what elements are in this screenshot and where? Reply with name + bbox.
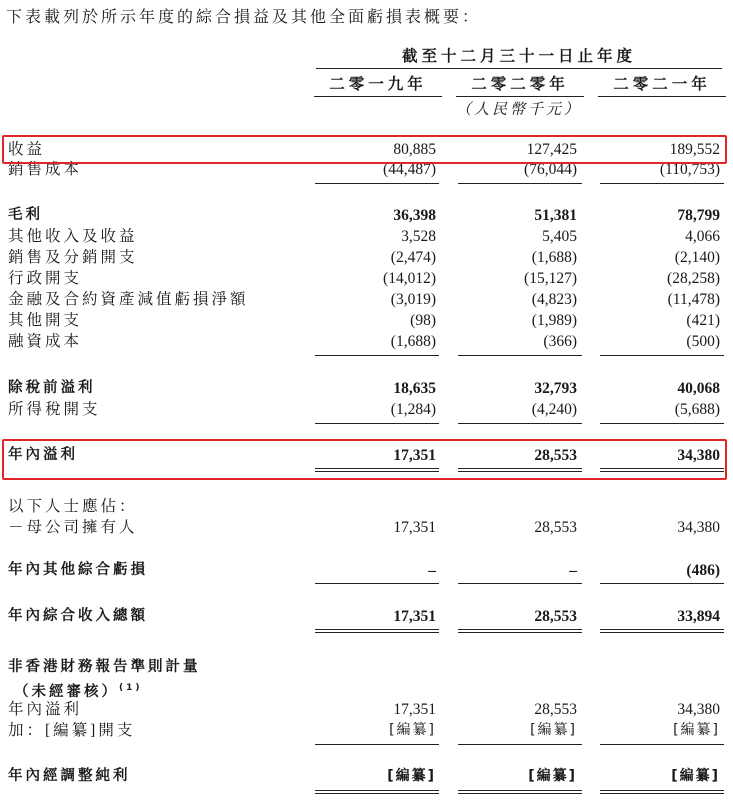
highlight-box-profit-for-year [2,439,727,480]
value-2021: 40,068 [677,380,720,397]
row-gross-profit [0,205,733,226]
row-total-comprehensive-income [0,606,733,627]
value-2021: [編纂] [671,768,720,784]
value-2019: 3,528 [401,228,436,245]
value-2020: [編纂] [530,722,577,738]
value-2020: 32,793 [534,380,577,397]
value-2019: (44,487) [383,161,436,178]
row-label: 除稅前溢利 [8,380,96,396]
row-finance-costs [0,331,733,352]
value-2019: 36,398 [393,207,436,224]
subtotal-rule [315,423,439,424]
row-label: 收益 [8,141,46,158]
row-label: 銷售成本 [8,161,83,178]
total-double-rule [600,790,724,791]
row-label: 所得稅開支 [8,401,101,418]
subtotal-rule [600,583,724,584]
value-2019: (1,284) [390,401,436,418]
subtotal-rule [458,583,582,584]
value-2020: 5,405 [542,228,577,245]
row-non-hkfrs-sub [0,678,733,699]
value-2021: (11,478) [667,291,720,308]
row-label: 加：[編纂]開支 [8,722,136,739]
highlight-box-revenue [2,135,727,164]
value-2021: (110,753) [659,161,720,178]
row-adjusted-net-profit [0,766,733,787]
total-double-rule [315,632,439,633]
total-double-rule [458,790,582,791]
value-2019: – [428,562,436,579]
value-2019: [編纂] [387,768,436,784]
value-2021: 189,552 [669,141,720,158]
value-2019: 17,351 [393,608,436,625]
subtotal-rule [458,355,582,356]
value-2020: – [569,562,577,579]
value-2021: [編纂] [673,722,720,738]
row-label: 年內溢利 [8,701,83,718]
value-2020: (366) [543,333,577,350]
value-2021: 4,066 [685,228,720,245]
row-income-tax [0,399,733,420]
unit-label: （人民幣千元） [455,102,582,118]
row-attributable-to [0,496,733,517]
value-2021: 34,380 [677,519,720,536]
subtotal-rule [315,355,439,356]
footnote-marker: (1) [119,683,143,693]
value-2020: [編纂] [528,768,577,784]
value-2021: (486) [686,562,720,579]
total-double-rule [458,629,582,630]
subtotal-rule [600,355,724,356]
row-non-hkfrs-title [0,657,733,678]
row-admin-expenses [0,268,733,289]
value-2021: (28,258) [667,270,720,287]
value-2021: 33,894 [677,608,720,625]
value-2020: 51,381 [534,207,577,224]
value-2020: 28,553 [534,447,577,464]
value-2021: 78,799 [677,207,720,224]
subtotal-rule [600,423,724,424]
row-label: 金融及合約資產減值虧損淨額 [8,291,249,308]
value-2020: (4,240) [531,401,577,418]
value-2020: (1,688) [531,249,577,266]
value-2021: (2,140) [674,249,720,266]
value-2020: (76,044) [524,161,577,178]
value-2021: 34,380 [677,447,720,464]
subtotal-rule [315,744,439,745]
row-label: 非香港財務報告準則計量 [8,659,201,675]
row-label: 行政開支 [8,270,83,287]
row-label: 其他開支 [8,312,83,329]
year-header-2019: 二零一九年 [314,72,442,97]
value-2019: (98) [410,312,436,329]
value-2019: 18,635 [393,380,436,397]
value-2020: (15,127) [524,270,577,287]
row-selling-expenses [0,247,733,268]
value-2019: 80,885 [393,141,436,158]
value-2019: (3,019) [390,291,436,308]
value-2019: 17,351 [393,447,436,464]
row-label: 融資成本 [8,333,83,350]
value-2020: 28,553 [534,608,577,625]
row-label: 年內經調整純利 [8,768,131,784]
total-double-rule [315,629,439,630]
value-2020: 28,553 [534,701,577,718]
value-2020: 127,425 [526,141,577,158]
total-double-rule [315,790,439,791]
total-double-rule [458,632,582,633]
row-label: 年內其他綜合虧損 [8,562,148,578]
value-2020: (1,989) [531,312,577,329]
row-other-income [0,226,733,247]
year-header-2020: 二零二零年 [456,72,584,97]
year-header-2021: 二零二一年 [598,72,726,97]
total-double-rule [600,793,724,794]
total-double-rule [315,793,439,794]
row-label: 毛利 [8,207,43,223]
row-label: 以下人士應佔： [8,498,138,515]
value-2021: (5,688) [674,401,720,418]
value-2019: (14,012) [383,270,436,287]
subtotal-rule [458,744,582,745]
value-2019: 17,351 [393,701,436,718]
subtotal-rule [458,183,582,184]
row-label: 年內綜合收入總額 [8,608,148,624]
subtotal-rule [600,183,724,184]
row-non-hkfrs-profit [0,699,733,720]
row-owners-of-parent [0,517,733,538]
total-double-rule [600,632,724,633]
value-2019: 17,351 [393,519,436,536]
row-other-comprehensive-loss [0,560,733,581]
value-2021: (500) [686,333,720,350]
subtotal-rule [315,583,439,584]
total-double-rule [458,793,582,794]
intro-text: 下表載列於所示年度的綜合損益及其他全面虧損表概要： [6,9,482,26]
row-label: 年內溢利 [8,447,78,463]
row-label: －母公司擁有人 [8,519,138,536]
total-double-rule [600,629,724,630]
period-header: 截至十二月三十一日止年度 [401,48,636,65]
value-2019: [編纂] [389,722,436,738]
subtotal-rule [315,183,439,184]
value-2021: 34,380 [677,701,720,718]
row-redacted-expenses [0,720,733,741]
value-2020: 28,553 [534,519,577,536]
row-profit-before-tax [0,378,733,399]
row-label: 其他收入及收益 [8,228,138,245]
subtotal-rule [458,423,582,424]
value-2021: (421) [686,312,720,329]
value-2019: (1,688) [390,333,436,350]
row-label: 銷售及分銷開支 [8,249,138,266]
value-2019: (2,474) [390,249,436,266]
period-underline [316,68,722,69]
row-label: （未經審核）$^{(1)}$ [14,683,143,700]
row-impairment [0,289,733,310]
subtotal-rule [600,744,724,745]
row-other-expenses [0,310,733,331]
value-2020: (4,823) [531,291,577,308]
